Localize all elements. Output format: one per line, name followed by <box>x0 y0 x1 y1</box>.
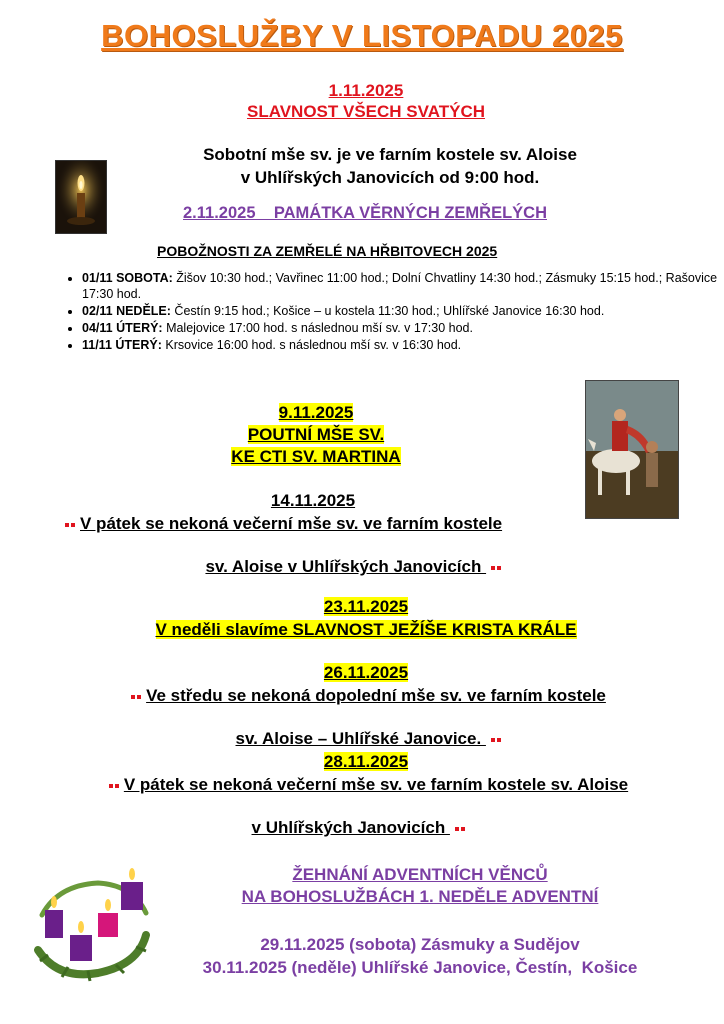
list-item: • 11/11 ÚTERÝ: Krsovice 16:00 hod. s následnou mší sv. v 16:30 hod. <box>82 337 722 353</box>
nov1-line1: Sobotní mše sv. je ve farním kostele sv. Aloise <box>203 145 577 164</box>
advent-wreath-image <box>28 855 153 985</box>
date-2-11-heading: 2.11.2025 PAMÁTKA VĚRNÝCH ZEMŘELÝCH <box>183 204 547 222</box>
nov26-line1: Ve středu se nekoná dopolední mše sv. ve farním kostele <box>146 686 606 705</box>
cemetery-devotions-heading: POBOŽNOSTI ZA ZEMŘELÉ NA HŘBITOVECH 2025 <box>157 243 498 259</box>
nov14-line2: sv. Aloise v Uhlířských Janovicích <box>205 557 487 576</box>
advent-line2: 30.11.2025 (neděle) Uhlířské Janovice, Čestín, Košice <box>202 958 638 977</box>
nov28-line2: v Uhlířských Janovicích <box>251 818 450 837</box>
date-23-11: 23.11.2025 <box>323 597 409 616</box>
candle-image <box>55 160 107 234</box>
nov23-line1: V neděli slavíme SLAVNOST JEŽÍŠE KRISTA KRÁLE <box>155 620 577 639</box>
nov26-line2-row <box>0 709 724 750</box>
date-26-11: 26.11.2025 <box>323 663 409 682</box>
nov28-line2-row <box>0 798 712 839</box>
advent-heading <box>210 864 630 908</box>
nov26-line1-row <box>0 686 724 707</box>
date-28-11-row <box>0 752 724 772</box>
nov9-line1: POUTNÍ MŠE SV. <box>247 425 385 444</box>
nov9-block <box>196 402 436 468</box>
list-item: • 01/11 SOBOTA: Žišov 10:30 hod.; Vavřinec 11:00 hod.; Dolní Chvatliny 14:30 hod.; Zásmuky 15:15 hod.; Rašovice 17:30 hod. <box>82 270 722 302</box>
date-23-11-row <box>0 597 724 617</box>
date-28-11: 28.11.2025 <box>323 752 409 771</box>
advent-heading-line2: NA BOHOSLUŽBÁCH 1. NEDĚLE ADVENTNÍ <box>241 887 599 906</box>
nov28-line1-row <box>0 775 724 796</box>
advent-dates <box>150 933 690 979</box>
red-square-marker <box>108 776 120 796</box>
nov28-line1: V pátek se nekoná večerní mše sv. ve farním kostele sv. Aloise <box>123 775 629 794</box>
red-square-marker <box>454 819 466 839</box>
date-14-11: 14.11.2025 <box>270 491 356 510</box>
date-1-11: 1.11.2025 <box>328 81 404 100</box>
nov23-line1-row <box>0 620 724 640</box>
nov26-line2: sv. Aloise – Uhlířské Janovice. <box>235 729 486 748</box>
red-square-marker <box>490 730 502 750</box>
red-square-marker <box>490 558 502 578</box>
red-square-marker <box>64 515 76 535</box>
page-title: BOHOSLUŽBY V LISTOPADU 2025 <box>101 18 623 53</box>
date-26-11-row <box>0 663 724 683</box>
list-item: • 04/11 ÚTERÝ: Malejovice 17:00 hod. s následnou mší sv. v 17:30 hod. <box>82 320 722 336</box>
list-item: • 02/11 NEDĚLE: Čestín 9:15 hod.; Košice – u kostela 11:30 hod.; Uhlířské Janovice 16:30 hod. <box>82 303 722 319</box>
nov14-line1-row <box>60 514 502 535</box>
nov14-line1: V pátek se nekoná večerní mše sv. ve farním kostele <box>80 514 503 533</box>
nov1-line2: v Uhlířských Janovicích od 9:00 hod. <box>240 168 540 187</box>
advent-line1: 29.11.2025 (sobota) Zásmuky a Sudějov <box>260 935 580 954</box>
nov14-line2-row <box>196 537 506 578</box>
nov9-line2: KE CTI SV. MARTINA <box>231 447 401 466</box>
red-square-marker <box>130 687 142 707</box>
cemetery-list <box>42 270 722 354</box>
feast-all-saints: SLAVNOST VŠECH SVATÝCH <box>246 102 486 121</box>
advent-heading-line1: ŽEHNÁNÍ ADVENTNÍCH VĚNCŮ <box>292 865 548 884</box>
date-9-11: 9.11.2025 <box>278 403 354 422</box>
nov1-mass-info <box>150 143 630 189</box>
